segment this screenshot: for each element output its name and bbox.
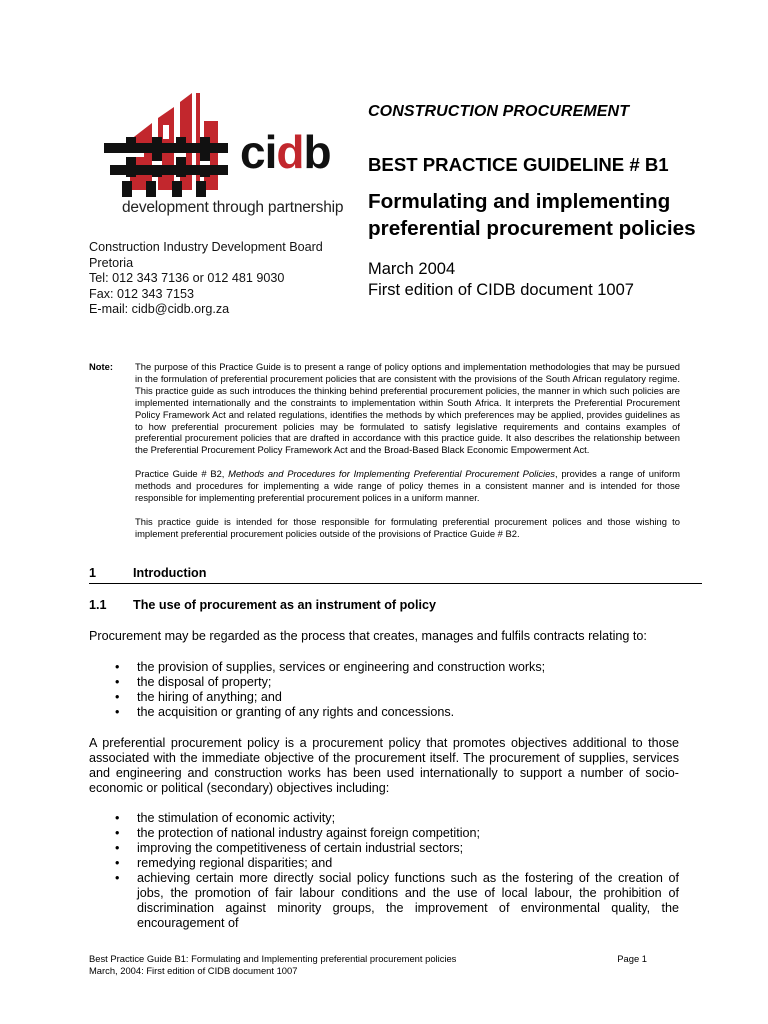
list-item: • achieving certain more directly social policy functions such as the fostering of the creation of jobs, the promotion of fair labour conditions and the use of local labour, the prohibition of discrimination against minority groups, the improvement of environmental quality, the encouragement of [89,871,679,931]
body-intro: Procurement may be regarded as the process that creates, manages and fulfils contracts relating to: [89,629,647,643]
list-item: • the stimulation of economic activity; [89,811,679,826]
cidb-logo [100,85,342,220]
section-heading-1-1 [89,598,436,612]
note-body [135,361,680,540]
logo-wordmark: cidb [240,126,331,178]
doc-date-edition [368,259,718,301]
list-item: • the hiring of anything; and [89,690,679,705]
contact-tel: Tel: 012 343 7136 or 012 481 9030 [89,271,285,285]
doc-date: March 2004 [368,260,456,278]
page-footer [89,953,647,977]
note-paragraph-2: Practice Guide # B2, Methods and Procedures for Implementing Preferential Procurement Policies, provides a range of uniform methods and procedures for implementing a wide range of policy themes in a consistent manner and is intended for those responsible for implementing preferential procurement polices in a uniform manner. [135,468,681,504]
list-item: • the acquisition or granting of any rights and concessions. [89,705,679,720]
footer-line-2: March, 2004: First edition of CIDB document 1007 [89,965,298,976]
subsection-number: 1.1 [89,598,107,612]
title-block [368,103,718,301]
note-paragraph-1: The purpose of this Practice Guide is to present a range of policy options and implementation methodologies that may be pursued in the formulation of preferential procurement policies that are consistent with the provisions of the South African regulatory regime. This practice guide as such introduces the thinking behind preferential procurement policies, the manner in which such policies are implemented internationally and the constraints to implementation within South Africa. It interprets the Preferential Procurement Policy Framework Act and related regulations, identifies the methods by which preferences may be applied, provides guidelines as to how preferential procurement policies may be formulated to satisfy legislative requirements and contains examples of preferential procurement policies that are drafted in accordance with this practice guide. It also describes the relationship between the Preferential Procurement Policy Framework Act and the Broad-Based Black Economic Empowerment Act. [135,361,680,456]
section-title: Introduction [133,566,207,580]
list-item: • the provision of supplies, services or engineering and construction works; [89,660,679,675]
contact-org: Construction Industry Development Board [89,240,323,254]
contact-block [89,240,323,318]
contact-fax: Fax: 012 343 7153 [89,286,195,301]
subsection-title: The use of procurement as an instrument of policy [133,598,437,612]
list-item: • remedying regional disparities; and [89,856,679,871]
section-number: 1 [89,566,97,580]
doc-title: Formulating and implementing preferential procurement policies [368,190,696,240]
page-number: Page 1 [617,953,647,964]
list-item: • the protection of national industry against foreign competition; [89,826,679,841]
doc-edition: First edition of CIDB document 1007 [368,281,634,299]
contact-email: E-mail: cidb@cidb.org.za [89,302,230,316]
bullet-list-1 [89,660,679,720]
doc-kicker: CONSTRUCTION PROCUREMENT [368,103,630,120]
list-item: • the disposal of property; [89,675,679,690]
footer-line-1: Best Practice Guide B1: Formulating and Implementing preferential procurement policies [89,953,457,964]
contact-city: Pretoria [89,255,134,270]
logo-tagline: development through partnership [122,199,344,216]
section-heading-1 [89,566,702,584]
note-label: Note: [89,361,113,372]
guideline-number: BEST PRACTICE GUIDELINE # B1 [368,154,669,175]
body-paragraph-2: A preferential procurement policy is a procurement policy that promotes objectives additional to those associated with the immediate objective of the procurement itself. The procurement of supplies, services and engineering and construction works has been used internationally to support a number of socio-economic or political (secondary) objectives including: [89,736,679,795]
bullet-list-2 [89,811,679,931]
list-item: • improving the competitiveness of certain industrial sectors; [89,841,679,856]
note-paragraph-3: This practice guide is intended for those responsible for formulating preferential procurement polices and those wishing to implement preferential procurement policies outside of the provisions of Practice Guide # B2. [135,515,680,539]
note-block [89,361,680,552]
